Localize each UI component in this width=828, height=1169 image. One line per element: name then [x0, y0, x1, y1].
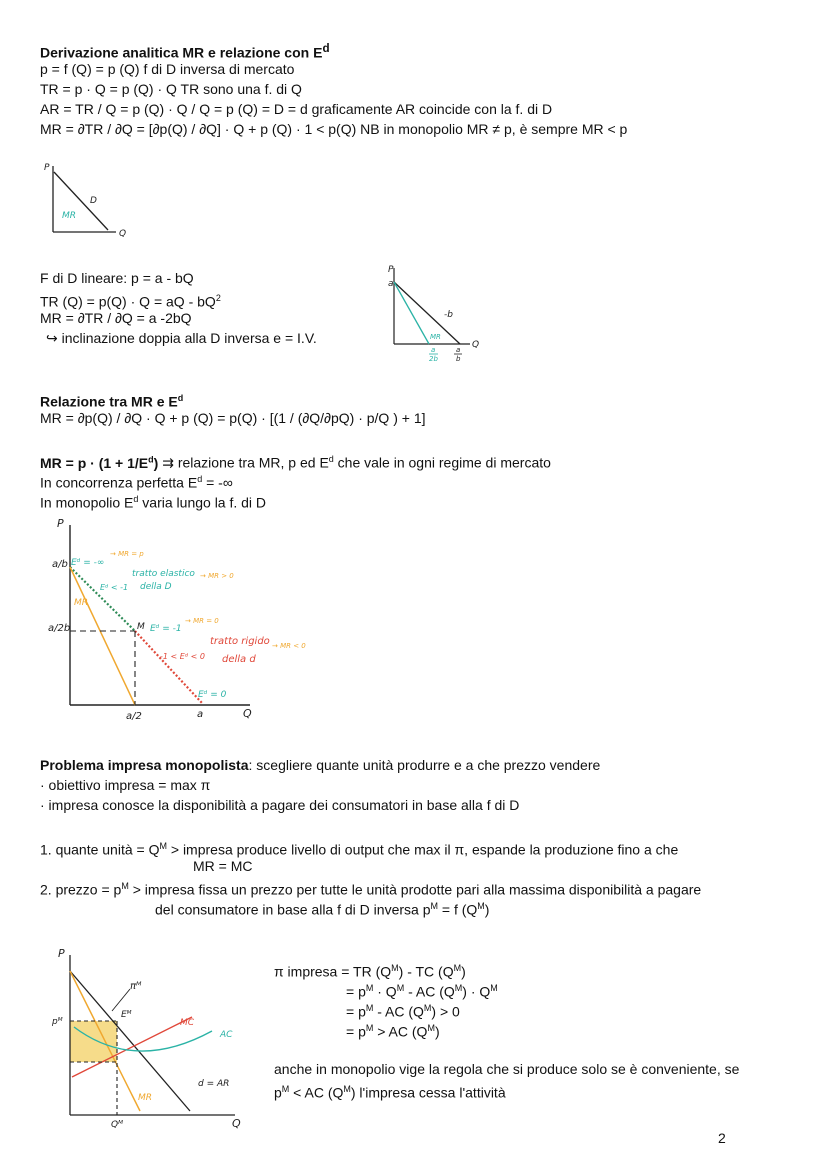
text-line: AR = TR / Q = p (Q) · Q / Q = p (Q) = D = d graficamente AR coincide con la f. di D — [40, 101, 553, 117]
label-mr-lt0: → MR < 0 — [272, 642, 306, 650]
label-mr-eq-p: → MR = p — [110, 550, 144, 558]
label-mr-gt0: → MR > 0 — [200, 572, 234, 580]
label-elastic-1: tratto elastico — [132, 569, 195, 579]
text-line: p = f (Q) = p (Q) f di D inversa di mercato — [40, 61, 295, 77]
pi-pointer — [112, 989, 130, 1011]
label-a-over-b-den: b — [456, 355, 461, 363]
numbered-line-2-cont: del consumatore in base alla f di D inversa $p^M = f$ $(Q^M)$ — [155, 901, 490, 918]
label-mr: MR — [138, 1093, 153, 1103]
bullet-line: · obiettivo impresa = max π — [40, 777, 211, 793]
label-rigid-2: della d — [222, 654, 256, 665]
numbered-line-1: 1. quante unità = $Q^M$ > impresa produce livello di output che max il π, espande la produzione fino a che — [40, 841, 679, 858]
label-mr: MR — [62, 211, 77, 221]
equation-row-1: π impresa = TR $(Q^M)$ - TC $(Q^M)$ — [274, 963, 466, 980]
label-a: a — [197, 709, 204, 720]
label-rigid-1: tratto rigido — [210, 636, 270, 647]
equation-row-2: = $p^M \cdot Q^M$ - AC $(Q^M) \cdot Q^M$ — [346, 983, 498, 1000]
section-heading-monopoly-problem: Problema impresa monopolista: scegliere quante unità produrre e a che prezzo vendere — [40, 757, 601, 773]
text-line-mr-formula: MR = $p \cdot (1 + 1/E^d)$ ⇉ relazione tra MR, p ed $E^d$ che vale in ogni regime di mercato — [40, 454, 551, 471]
numbered-line-2: 2. prezzo = $p^M$ > impresa fissa un prezzo per tutte le unità prodotte pari alla massima disponibilità a pagare — [40, 881, 702, 898]
text-line: In concorrenza perfetta $E^d$ = -∞ — [40, 474, 233, 491]
label-a-over-2b: a/2b — [48, 623, 71, 634]
profit-area — [70, 1021, 117, 1062]
label-ac: AC — [220, 1030, 233, 1040]
label-a: a — [388, 279, 394, 289]
label-d: D — [90, 196, 97, 206]
label-slope-b: -b — [444, 310, 453, 320]
text-line: In monopolio $E^d$ varia lungo la f. di D — [40, 494, 267, 511]
axis-label-q: Q — [243, 707, 252, 720]
label-ed-inf: Eᵈ = -∞ — [71, 558, 105, 568]
label-pi: πᴹ — [130, 981, 142, 992]
label-ed-minus1: Eᵈ = -1 — [150, 624, 182, 634]
label-a-over-2b-den: 2b — [429, 355, 438, 363]
figure-monopoly-equilibrium — [40, 945, 250, 1135]
label-mr-eq0: → MR = 0 — [185, 617, 219, 625]
demand-rigid-segment — [135, 631, 202, 703]
figure-demand-triangle — [40, 158, 140, 238]
figure-elasticity-along-demand — [40, 515, 330, 725]
text-line: MR = ∂p(Q) / ∂Q · Q + p (Q) = p(Q) · [(1 / (∂Q/∂pQ) · p/Q ) + 1] — [40, 410, 426, 426]
axis-label-q: Q — [472, 340, 480, 350]
label-d-ar: d = AR — [198, 1079, 230, 1089]
text-line: TR = p · Q = p (Q) · Q TR sono una f. di Q — [40, 81, 302, 97]
axis-label-p: P — [58, 947, 65, 960]
axis-label-q: Q — [232, 1117, 241, 1130]
label-em: Eᴹ — [121, 1010, 132, 1020]
axis-label-p: P — [57, 517, 64, 530]
label-elastic-2: della D — [140, 582, 172, 592]
label-mc: MC — [180, 1018, 195, 1028]
note-line-2: $p^M$ < AC $(Q^M)$ l'impresa cessa l'attività — [274, 1084, 506, 1101]
equation-row-3: = $p^M$ - AC $(Q^M) > 0$ — [346, 1003, 460, 1020]
axis-label-q: Q — [119, 229, 127, 239]
label-a-over-b-num: a — [456, 346, 461, 354]
section-heading-mr-ed: Relazione tra MR e $E^d$ — [40, 393, 184, 410]
figure-linear-demand — [384, 262, 484, 367]
label-ed-range: -1 < Eᵈ < 0 — [160, 652, 205, 661]
label-pm: pᴹ — [52, 1017, 63, 1027]
equation-row-4: = $p^M$ > AC $(Q^M)$ — [346, 1023, 440, 1040]
label-qm: Qᴹ — [111, 1120, 123, 1130]
text-line: ↪ inclinazione doppia alla D inversa e = I.V. — [46, 330, 317, 346]
section-heading-mr-derivation: Derivazione analitica MR e relazione con $E^d$ — [40, 42, 330, 61]
label-a-over-b: a/b — [52, 559, 68, 570]
axis-label-p: P — [44, 163, 50, 173]
label-a-over-2b-num: a — [431, 346, 436, 354]
mr-line — [394, 282, 429, 344]
label-m: M — [137, 622, 145, 632]
label-mr: MR — [430, 333, 441, 341]
axis-label-p: P — [388, 265, 394, 275]
text-line: MR = ∂TR / ∂Q = [∂p(Q) / ∂Q] · Q + p (Q) · 1 < p(Q) NB in monopolio MR ≠ p, è sempre MR < p — [40, 121, 628, 137]
note-line-1: anche in monopolio vige la regola che si produce solo se è conveniente, se — [274, 1061, 740, 1077]
demand-line — [54, 172, 108, 230]
label-ed-0: Eᵈ = 0 — [198, 690, 227, 700]
text-line: MR = ∂TR / ∂Q = a -2bQ — [40, 310, 192, 326]
text-line: F di D lineare: p = a - bQ — [40, 270, 194, 286]
numbered-line-1-cont: MR = MC — [193, 858, 253, 874]
label-mr: MR — [74, 598, 89, 608]
label-a-over-2: a/2 — [126, 711, 142, 722]
label-ed-lt-minus1: Eᵈ < -1 — [100, 583, 129, 592]
bullet-line: · impresa conosce la disponibilità a pagare dei consumatori in base alla f di D — [40, 797, 520, 813]
text-line: TR (Q) = p(Q) · Q = aQ - $bQ^2$ — [40, 293, 221, 310]
page-number: 2 — [718, 1130, 726, 1146]
